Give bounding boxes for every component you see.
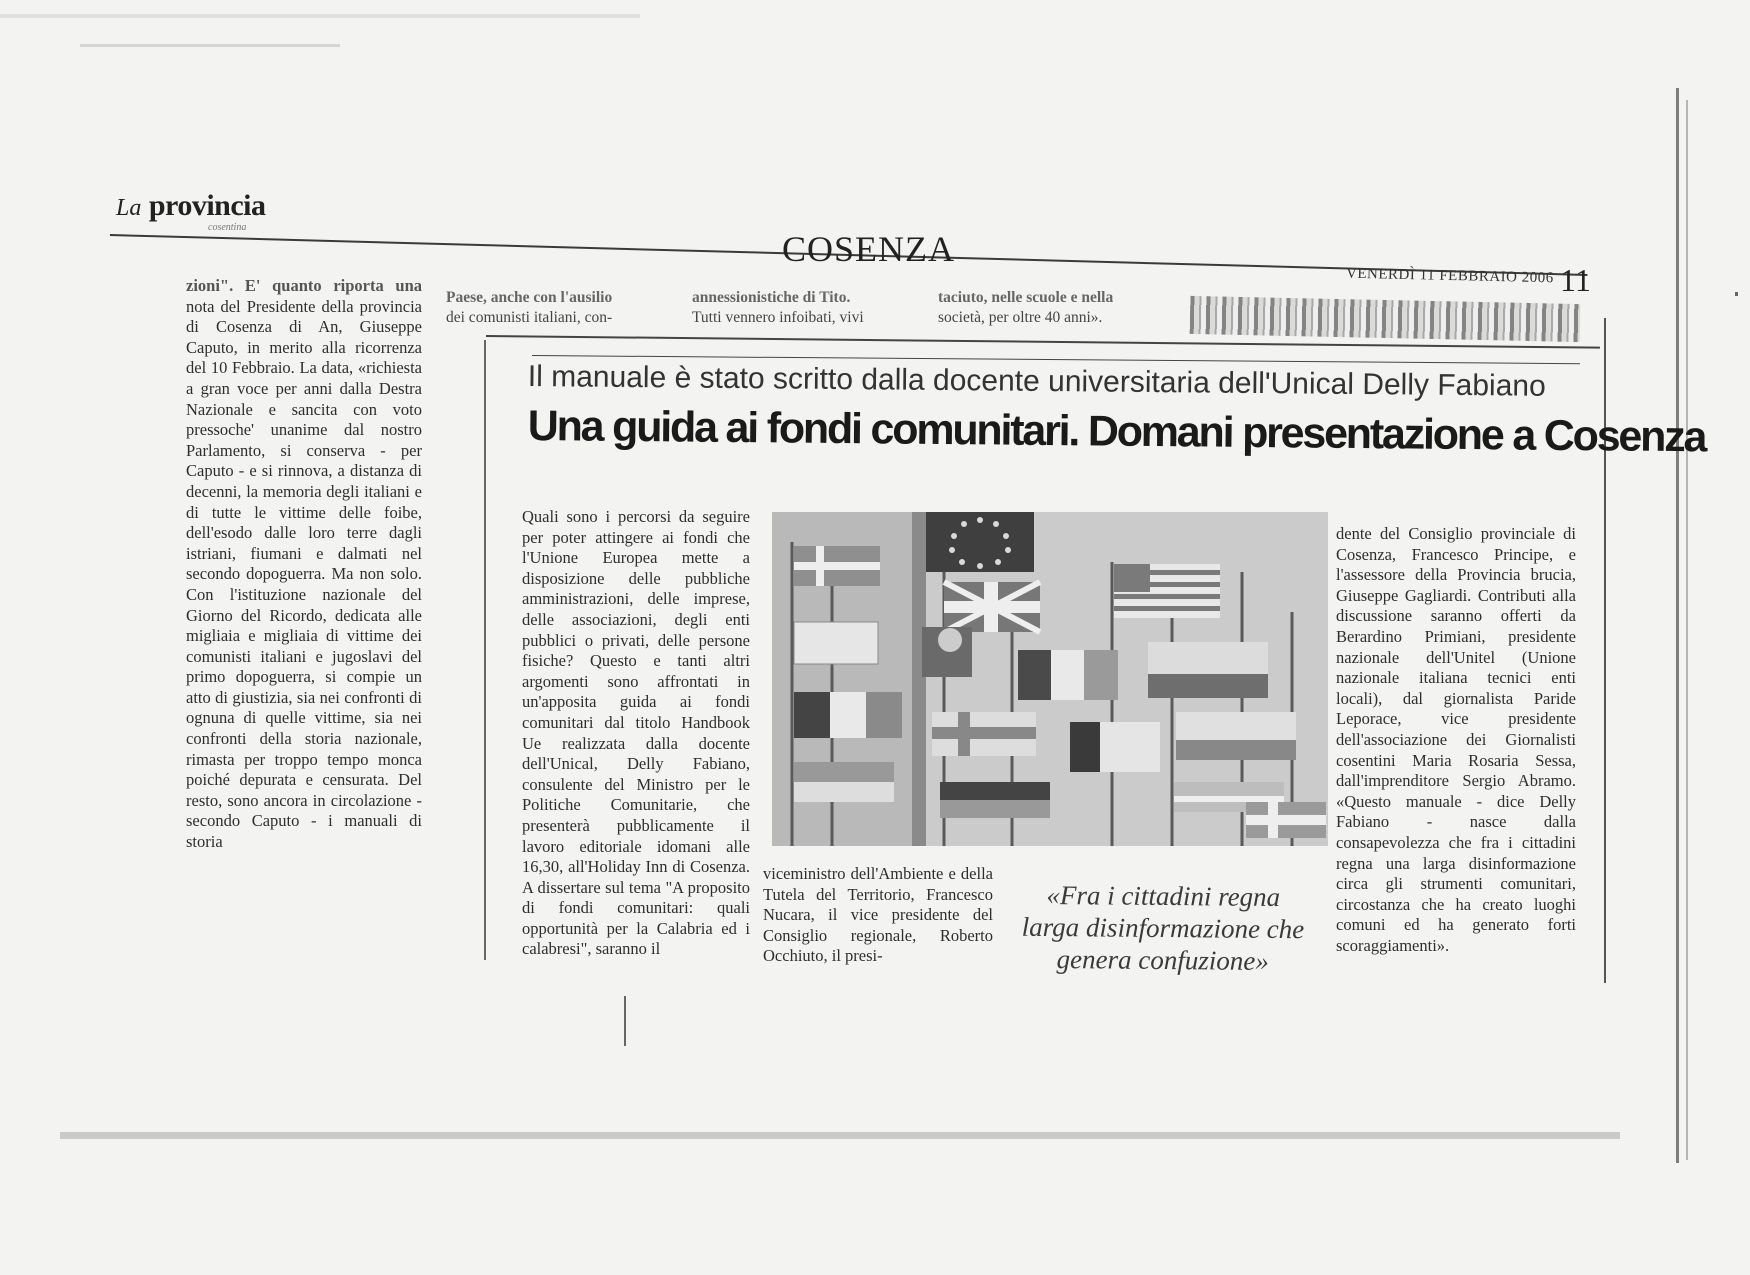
fragment-text: società, per oltre 40 anni».	[938, 309, 1103, 326]
scan-smudge	[60, 1132, 1620, 1139]
article-box-rule	[484, 340, 486, 960]
issue-date: VENERDÌ 11 FEBBRAIO 2006	[1345, 265, 1554, 287]
pull-quote: «Fra i cittadini regna larga disinformazione che genera confuzione»	[1021, 879, 1305, 976]
cut-line: zioni". E' quanto riporta una	[186, 276, 422, 295]
top-fragment	[938, 288, 1172, 328]
logo-provincia: provincia	[148, 189, 266, 222]
left-column-text: nota del Presidente della provincia di Cosenza di An, Giuseppe Caputo, in merito alla ricorrenza del 10 Febbraio. La data, «richiesta a gran voce per anni dalla Destra Nazionale e sancita con voto pressoche' unanime dal nostro Parlamento, si conserva - per Caputo - e si rinnova, a distanza di decenni, la memoria degli italiani e di tutte le vittime delle foibe, dell'esodo dalle loro terre dagli istriani, fiumani e dalmati nel secondo dopoguerra. Ma non solo. Con l'istituzione nazionale del Giorno del Ricordo, dedicata alle migliaia e migliaia di vittime dei comunisti italiani e jugoslavi del primo dopoguerra, si compie un atto di giustizia, sia nei confronti di ognuna di quelle vittime, sia nei confronti della storia nazionale, rimasta per troppo tempo monca poiché depurata e censurata. Del resto, sono ancora in circolazione - secondo Caputo - i manuali di storia	[186, 296, 422, 852]
cut-line: Paese, anche con l'ausilio	[446, 289, 613, 306]
logo-la: La	[116, 195, 142, 221]
top-fragment	[692, 288, 922, 328]
fragment-text: Tutti vennero infoibati, vivi	[692, 309, 864, 326]
halftone-strip	[1190, 296, 1581, 342]
left-column-article	[186, 276, 422, 853]
scan-mark	[624, 996, 626, 1046]
page-edge	[1676, 88, 1679, 1163]
article-kicker: Il manuale è stato scritto dalla docente universitaria dell'Unical Delly Fabiano	[527, 360, 1546, 403]
top-fragment	[446, 288, 676, 328]
eu-flags-photo	[772, 512, 1328, 846]
scan-smudge	[80, 44, 340, 47]
page-number: 11	[1560, 262, 1591, 298]
article-headline: Una guida ai fondi comunitari. Domani presentazione a Cosenza	[527, 402, 1706, 462]
article-column-3: dente del Consiglio provinciale di Cosenza, Francesco Principe, e l'assessore della Provincia brucia, Giuseppe Gagliardi. Contributi alla discussione saranno offerti da Berardino Primiani, presidente nazionale dell'Unitel (Unione nazionale italiana tecnici enti locali), dal giornalista Paride Leporace, vice presidente dell'associazione dei Giornalisti cosentini Maria Rosaria Sessa, dall'imprenditore Sergio Abramo. «Questo manuale - dice Delly Fabiano - nasce dalla consapevolezza che fra i cittadini regna una larga disinformazione circa gli strumenti comunitari, circostanza che ha creato luoghi comuni ed ha generato forti scoraggiamenti».	[1336, 524, 1576, 955]
scan-smudge	[0, 14, 640, 18]
article-column-1: Quali sono i percorsi da seguire per poter attingere ai fondi che l'Unione Europea mette a disposizione delle pubbliche amministrazioni, delle imprese, delle associazioni, degli enti pubblici o privati, delle persone fisiche? Questo e tanti altri argomenti sono affrontati in un'apposita guida ai fondi comunitari dal titolo Handbook Ue realizzata dalla docente dell'Unical, Delly Fabiano, consulente del Ministro per le Politiche Comunitarie, che presenterà pubblicamente il lavoro editoriale idomani alle 16,30, all'Holiday Inn di Cosenza. A dissertare sul tema "A proposito di fondi comunitari: quali opportunità per la Calabria ed i calabresi", saranno il	[522, 507, 750, 959]
cut-line: annessionistiche di Tito.	[692, 289, 851, 306]
section-title: COSENZA	[782, 229, 956, 269]
newspaper-logo	[116, 189, 266, 223]
logo-subtitle: cosentina	[208, 222, 247, 233]
page-edge	[1686, 100, 1688, 1160]
article-column-2: viceministro dell'Ambiente e della Tutela del Territorio, Francesco Nucara, il vice presidente del Consiglio regionale, Roberto Occhiuto, il presi-	[763, 864, 993, 966]
fragment-text: dei comunisti italiani, con-	[446, 309, 613, 326]
cut-line: taciuto, nelle scuole e nella	[938, 289, 1114, 306]
flags-icon	[772, 512, 1328, 846]
scan-mark	[1735, 292, 1738, 296]
